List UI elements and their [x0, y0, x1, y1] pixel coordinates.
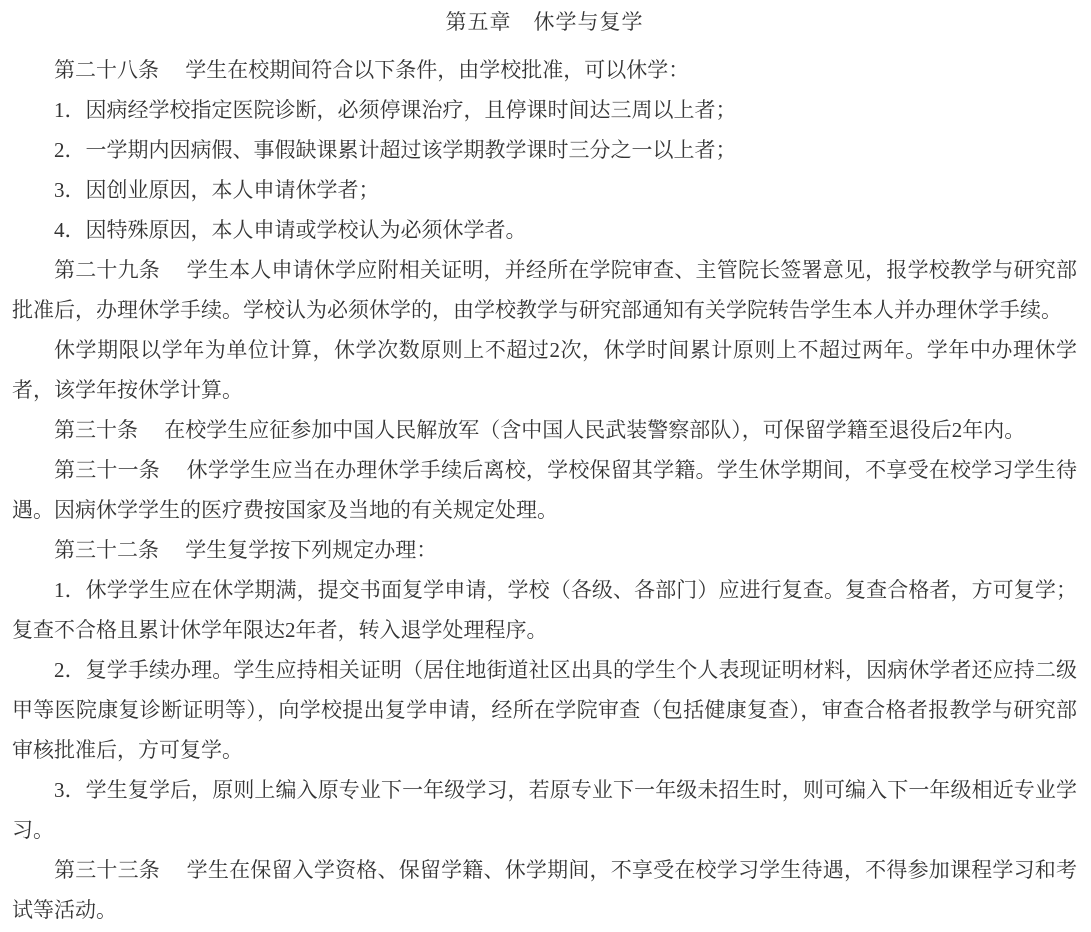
chapter-title: 第五章 休学与复学 [445, 10, 644, 34]
paragraph: 2．一学期内因病假、事假缺课累计超过该学期教学课时三分之一以上者； [54, 138, 737, 162]
paragraph: 4．因特殊原因，本人申请或学校认为必须休学者。 [54, 218, 527, 242]
paragraph: 第三十一条 休学学生应当在办理休学手续后离校，学校保留其学籍。学生休学期间，不享受在校学习学生待遇。因病休学学生的医疗费按国家及当地的有关规定处理。 [12, 458, 1077, 522]
paragraph: 1．休学学生应在休学期满，提交书面复学申请，学校（各级、各部门）应进行复查。复查合格者，方可复学；复查不合格且累计休学年限达2年者，转入退学处理程序。 [12, 578, 1077, 642]
paragraph: 第二十八条 学生在校期间符合以下条件，由学校批准，可以休学： [54, 58, 690, 82]
paragraph: 第三十条 在校学生应征参加中国人民解放军（含中国人民武装警察部队），可保留学籍至退役后2年内。 [54, 418, 1026, 442]
paragraph: 3．学生复学后，原则上编入原专业下一年级学习，若原专业下一年级未招生时，则可编入下一年级相近专业学习。 [12, 778, 1077, 842]
document-body [12, 50, 1077, 930]
paragraph: 休学期限以学年为单位计算，休学次数原则上不超过2次，休学时间累计原则上不超过两年。学年中办理休学者，该学年按休学计算。 [12, 338, 1077, 402]
paragraph: 第二十九条 学生本人申请休学应附相关证明，并经所在学院审查、主管院长签署意见，报学校教学与研究部批准后，办理休学手续。学校认为必须休学的，由学校教学与研究部通知有关学院转告学生本人并办理休学手续。 [12, 258, 1077, 322]
paragraph: 第三十二条 学生复学按下列规定办理： [54, 538, 438, 562]
paragraph: 3．因创业原因，本人申请休学者； [54, 178, 380, 202]
paragraph: 1．因病经学校指定医院诊断，必须停课治疗，且停课时间达三周以上者； [54, 98, 737, 122]
paragraph: 第三十三条 学生在保留入学资格、保留学籍、休学期间，不享受在校学习学生待遇，不得参加课程学习和考试等活动。 [12, 858, 1077, 922]
paragraph: 2．复学手续办理。学生应持相关证明（居住地街道社区出具的学生个人表现证明材料，因病休学者还应持二级甲等医院康复诊断证明等），向学校提出复学申请，经所在学院审查（包括健康复查），审查合格者报教学与研究部审核批准后，方可复学。 [12, 658, 1077, 762]
